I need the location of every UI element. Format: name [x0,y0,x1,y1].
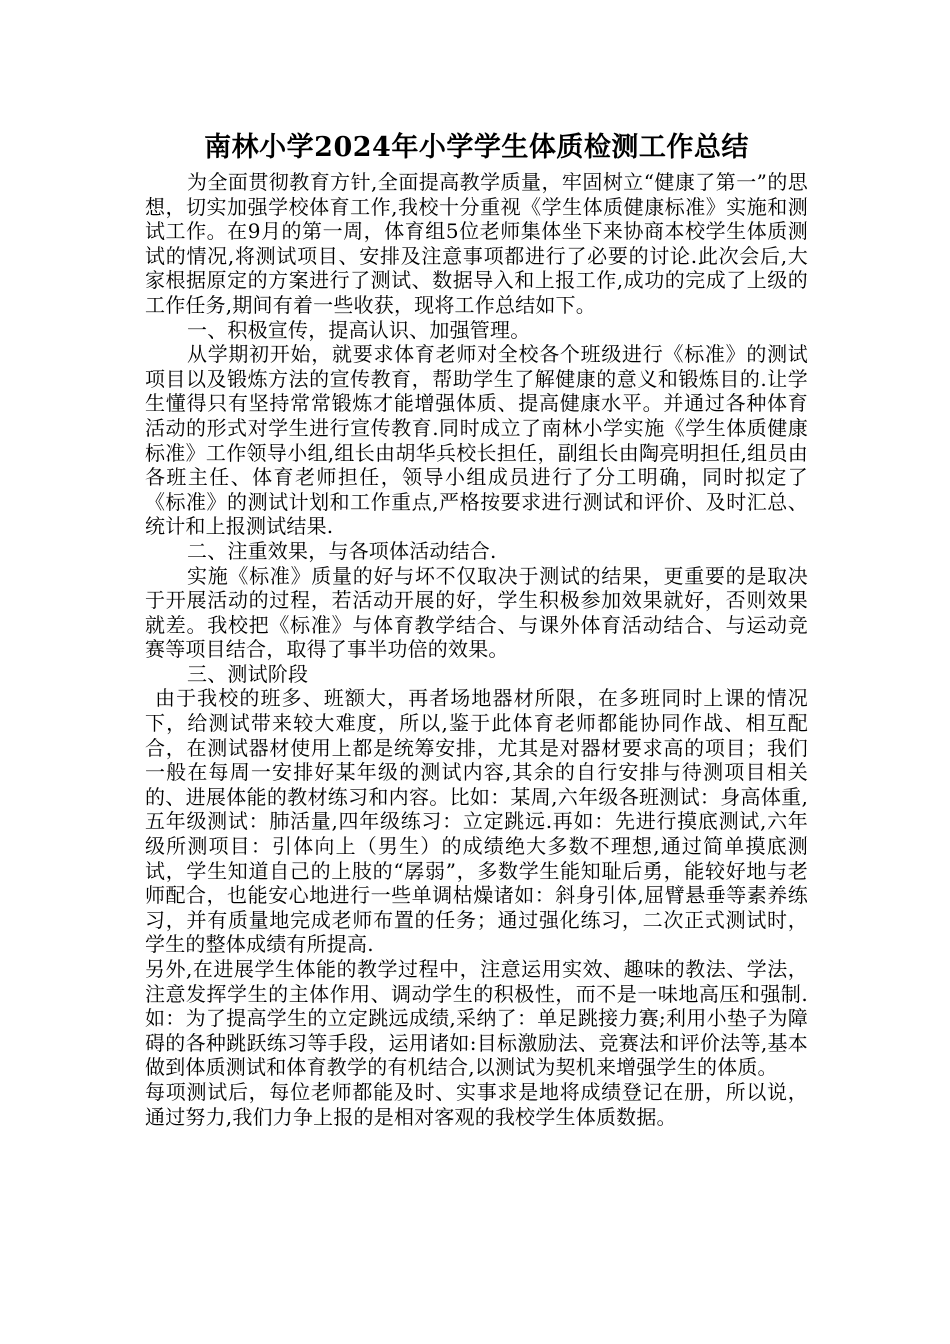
section-3-paragraph: 由于我校的班多、班额大，再者场地器材所限，在多班同时上课的情况下，给测试带来较大难度，所以,鉴于此体育老师都能协同作战、相互配合，在测试器材使用上都是统筹安排，尤其是对器材要求高的项目；我们一般在每周一安排好某年级的测试内容,其余的自行安排与待测项目相关的、进展体能的教材练习和内容。比如：某周,六年级各班测试：身高体重,五年级测试：肺活量,四年级练习：立定跳远.再如：先进行摸底测试,六年级所测项目：引体向上（男生）的成绩绝大多数不理想,通过简单摸底测试，学生知道自己的上肢的“孱弱”，多数学生能知耻后勇，能较好地与老师配合，也能安心地进行一些单调枯燥诸如：斜身引体,屈臂悬垂等素养练习，并有质量地完成老师布置的任务；通过强化练习，二次正式测试时，学生的整体成绩有所提高. [145,686,808,957]
section-2-paragraph: 实施《标准》质量的好与坏不仅取决于测试的结果，更重要的是取决于开展活动的过程，若活动开展的好，学生积极参加效果就好，否则效果就差。我校把《标准》与体育教学结合、与课外体育活动结合、与运动竞赛等项目结合，取得了事半功倍的效果。 [145,563,808,662]
document-title: 南林小学2024年小学学生体质检测工作总结 [204,132,749,163]
additional-paragraph: 另外,在进展学生体能的教学过程中，注意运用实效、趣味的教法、学法，注意发挥学生的主体作用、调动学生的积极性，而不是一味地高压和强制.如：为了提高学生的立定跳远成绩,采纳了：单足跳接力赛;利用小垫子为障碍的各种跳跃练习等手段，运用诸如:目标激励法、竞赛法和评价法等,基本做到体质测试和体育教学的有机结合,以测试为契机来增强学生的体质。 [145,957,808,1080]
section-heading-1: 一、积极宣传，提高认识、加强管理。 [187,317,531,342]
section-heading-2: 二、注重效果，与各项体活动结合. [187,538,497,563]
section-1-paragraph: 从学期初开始，就要求体育老师对全校各个班级进行《标准》的测试项目以及锻炼方法的宣传教育，帮助学生了解健康的意义和锻炼目的.让学生懂得只有坚持常常锻炼才能增强体质、提高健康水平。并通过各种体育活动的形式对学生进行宣传教育.同时成立了南林小学实施《学生体质健康标准》工作领导小组,组长由胡华兵校长担任，副组长由陶亮明担任,组员由各班主任、体育老师担任，领导小组成员进行了分工明确，同时拟定了《标准》的测试计划和工作重点,严格按要求进行测试和评价、及时汇总、统计和上报测试结果. [145,342,808,539]
closing-paragraph: 每项测试后，每位老师都能及时、实事求是地将成绩登记在册，所以说，通过努力,我们力争上报的是相对客观的我校学生体质数据。 [145,1079,808,1129]
document-page [145,128,808,1129]
section-heading-3: 三、测试阶段 [187,661,309,686]
intro-paragraph: 为全面贯彻教育方针,全面提高教学质量，牢固树立“健康了第一”的思想，切实加强学校体育工作,我校十分重视《学生体质健康标准》实施和测试工作。在9月的第一周，体育组5位老师集体坐下来协商本校学生体质测试的情况,将测试项目、安排及注意事项都进行了必要的讨论.此次会后,大家根据原定的方案进行了测试、数据导入和上报工作,成功的完成了上级的工作任务,期间有着一些收获，现将工作总结如下。 [145,170,808,317]
